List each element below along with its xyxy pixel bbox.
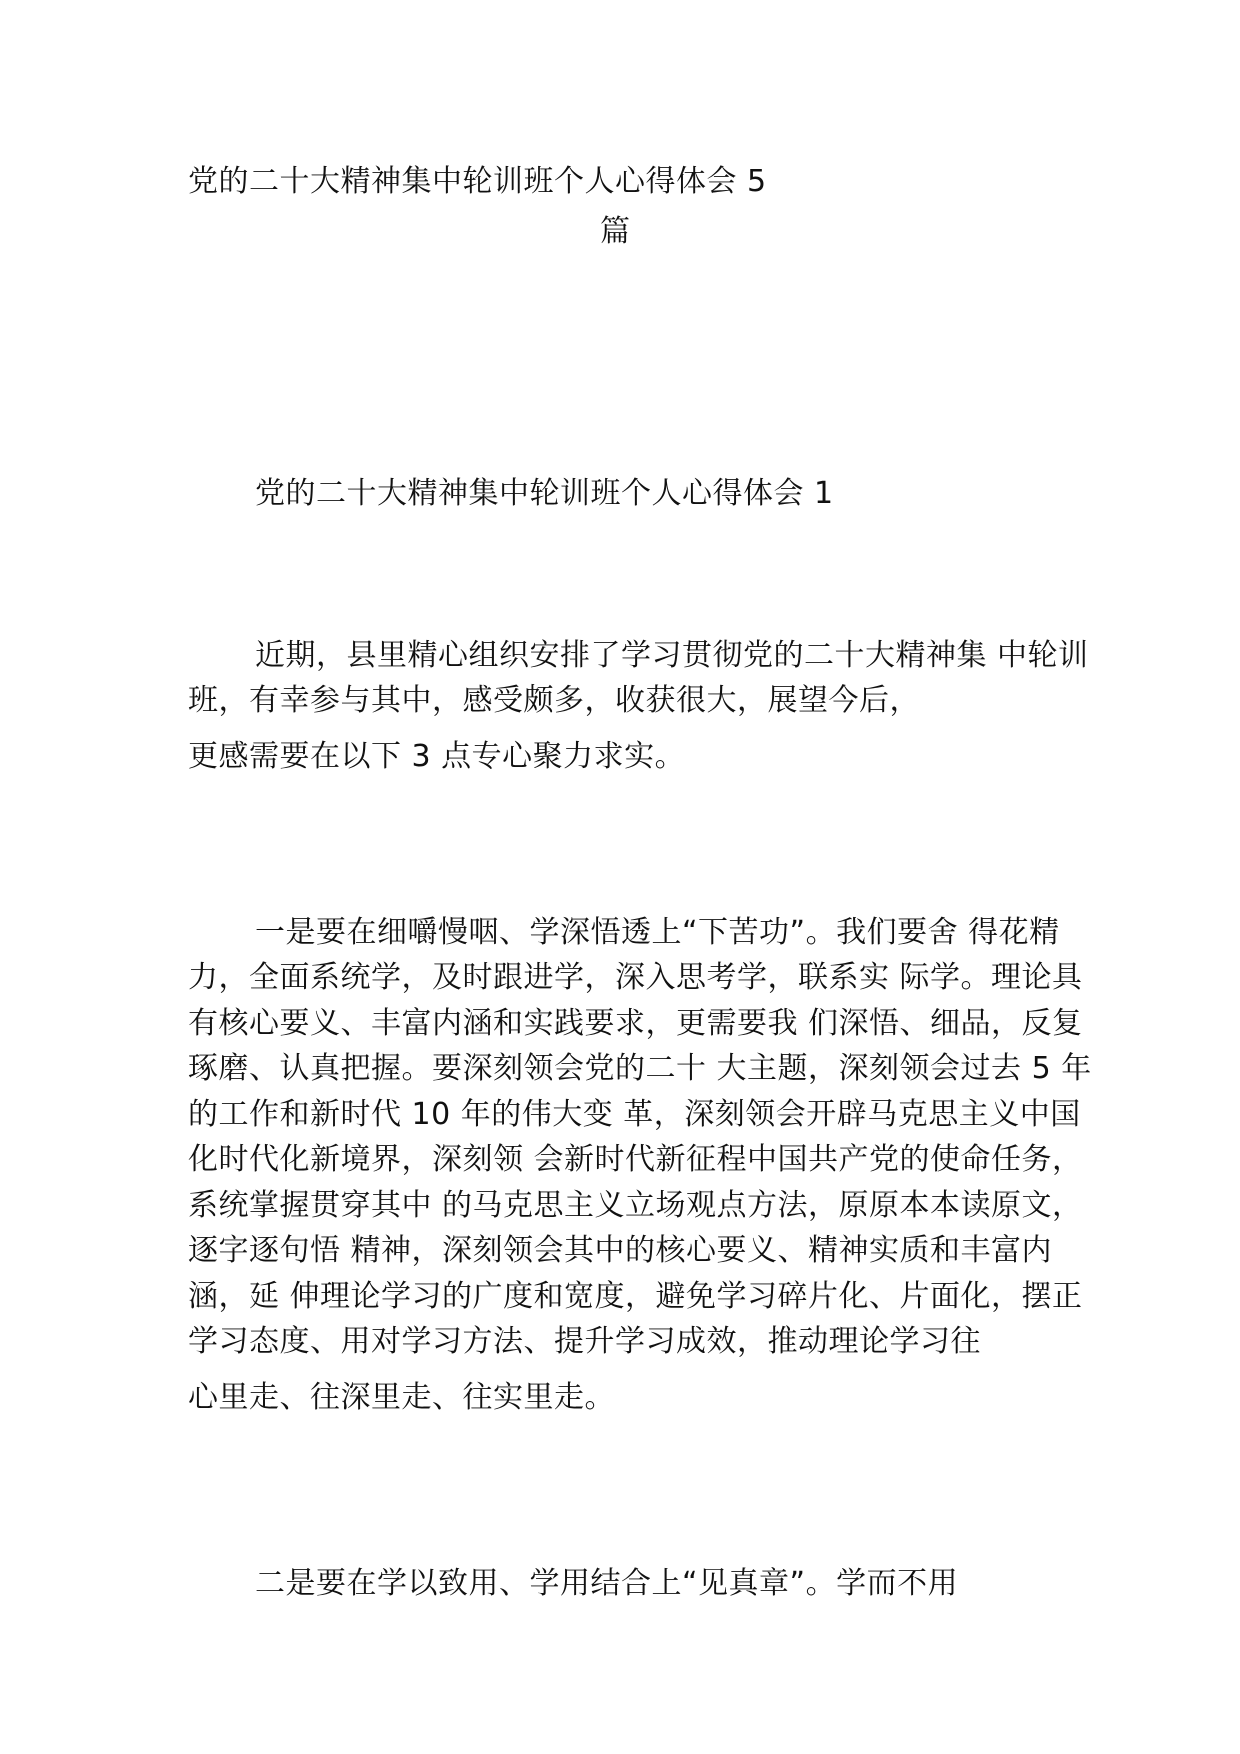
paragraph-1-line-3: 更感需要在以下 3 点专心聚力求实。 <box>188 739 686 774</box>
paragraph-2-line-3: 有核心要义、丰富内涵和实践要求，更需要我 们深悟、细品，反复 <box>188 1006 1083 1041</box>
paragraph-2-line-10: 学习态度、用对学习方法、提升学习成效，推动理论学习往 <box>188 1324 981 1359</box>
paragraph-2-line-8: 逐字逐句悟 精神，深刻领会其中的核心要义、精神实质和丰富内 <box>188 1233 1053 1268</box>
paragraph-2-line-4: 琢磨、认真把握。要深刻领会党的二十 大主题，深刻领会过去 5 年 <box>188 1051 1092 1086</box>
paragraph-1-line-2: 班，有幸参与其中，感受颇多，收获很大，展望今后， <box>188 683 920 718</box>
paragraph-2-line-9: 涵，延 伸理论学习的广度和宽度，避免学习碎片化、片面化，摆正 <box>188 1279 1083 1314</box>
paragraph-2-line-5: 的工作和新时代 10 年的伟大变 革，深刻领会开辟马克思主义中国 <box>188 1097 1081 1132</box>
paragraph-3-line-1: 二是要在学以致用、学用结合上“见真章”。学而不用 <box>255 1566 959 1601</box>
paragraph-2-line-6: 化时代化新境界，深刻领 会新时代新征程中国共产党的使命任务， <box>188 1142 1083 1177</box>
document-title-line-2: 篇 <box>600 214 631 249</box>
paragraph-2-line-2: 力，全面系统学，及时跟进学，深入思考学，联系实 际学。理论具 <box>188 960 1083 995</box>
paragraph-2-line-7: 系统掌握贯穿其中 的马克思主义立场观点方法，原原本本读原文， <box>188 1188 1083 1223</box>
section-heading-1: 党的二十大精神集中轮训班个人心得体会 1 <box>255 476 834 511</box>
paragraph-2-line-1: 一是要在细嚼慢咽、学深悟透上“下苦功”。我们要舍 得花精 <box>255 915 1060 950</box>
document-title-line-1: 党的二十大精神集中轮训班个人心得体会 5 <box>188 164 767 199</box>
paragraph-1-line-1: 近期，县里精心组织安排了学习贯彻党的二十大精神集 中轮训 <box>255 638 1089 673</box>
paragraph-2-line-11: 心里走、往深里走、往实里走。 <box>188 1380 615 1415</box>
